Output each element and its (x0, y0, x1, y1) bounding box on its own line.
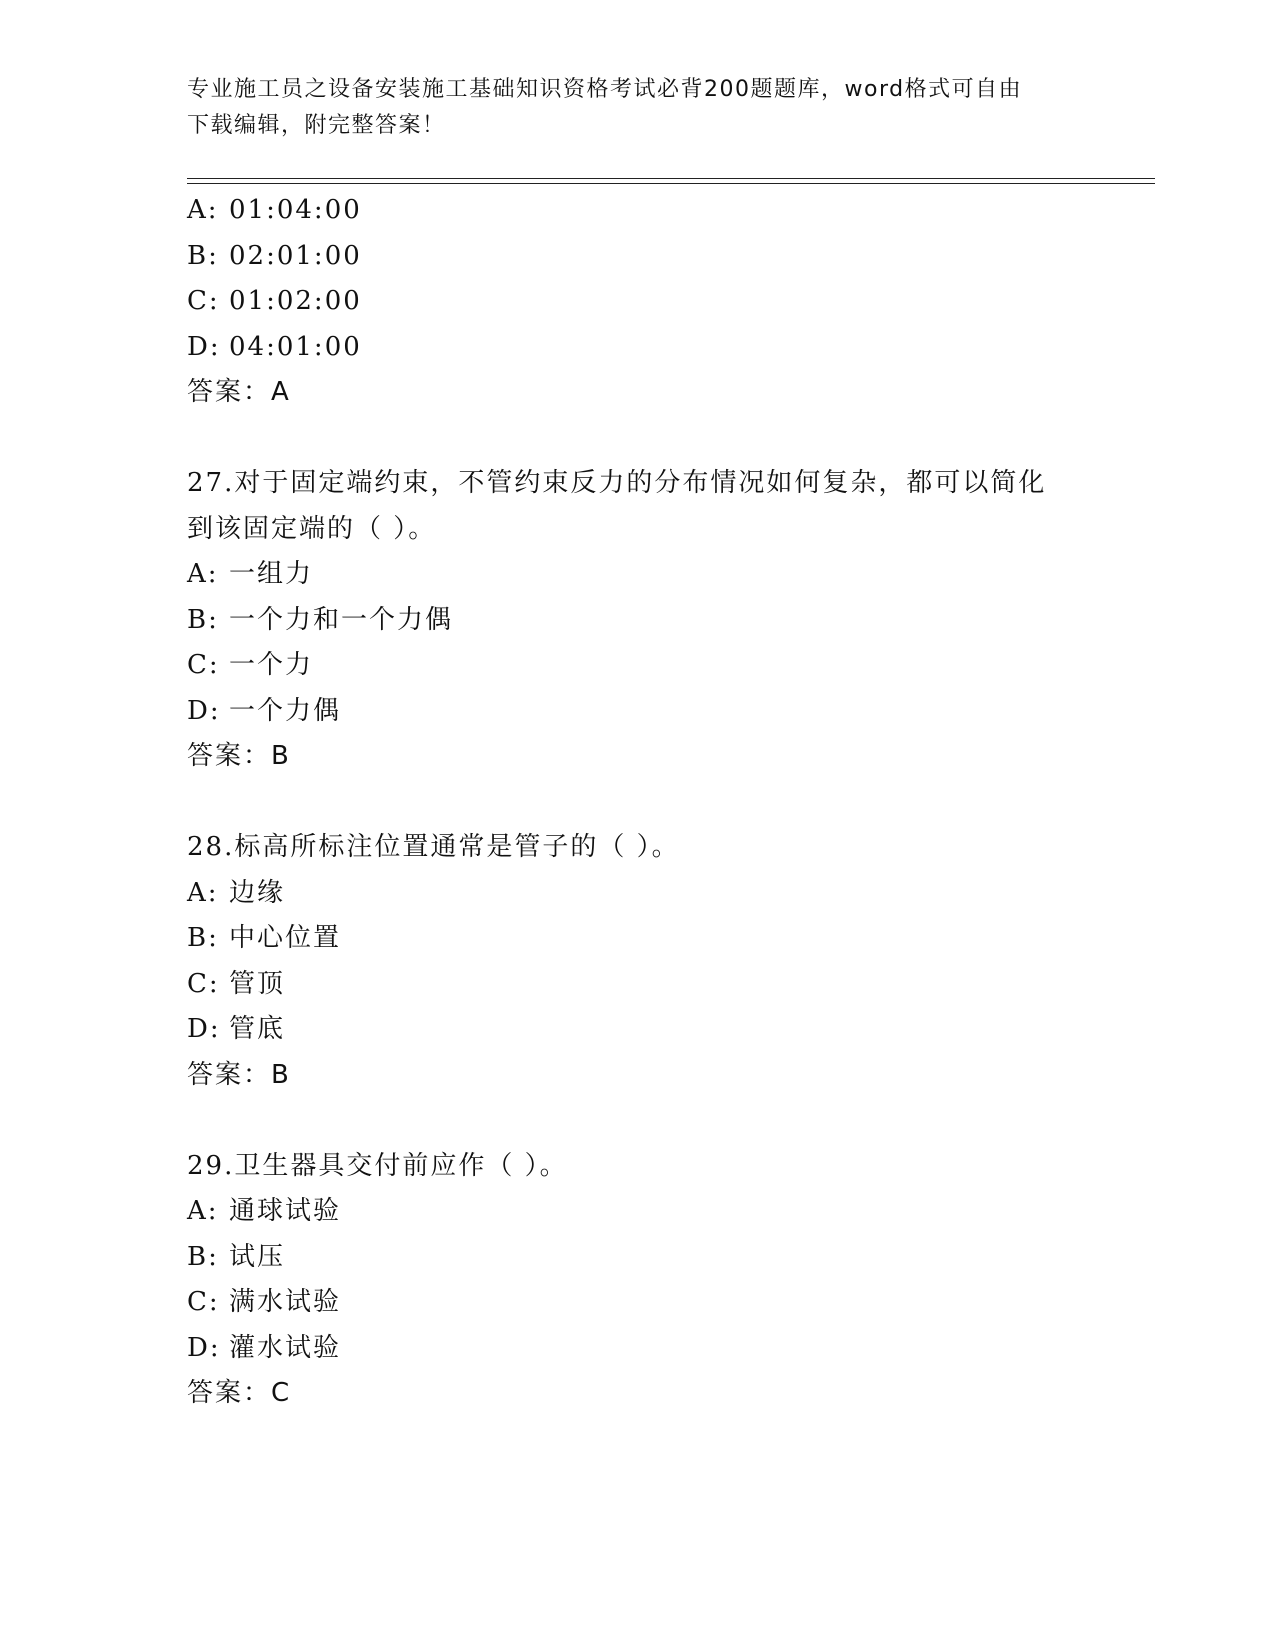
option-c (187, 962, 1147, 1008)
option-text: 一个力和一个力偶 (229, 604, 454, 635)
option-c (187, 279, 1147, 325)
header-line-2: 下载编辑，附完整答案！ (187, 113, 446, 138)
option-a (187, 871, 1147, 917)
option-text: 边缘 (229, 877, 286, 908)
header-line-1: 专业施工员之设备安装施工基础知识资格考试必背200题题库，word格式可自由 (187, 77, 1023, 102)
option-text: 一个力偶 (229, 695, 342, 726)
option-label: C: (187, 968, 220, 999)
option-label: C: (187, 286, 220, 316)
option-text: 中心位置 (229, 923, 342, 953)
option-label: A: (187, 1196, 219, 1226)
option-text: 01:02:00 (229, 286, 362, 316)
option-label: B: (187, 604, 219, 635)
header-divider-top (187, 178, 1155, 179)
option-text: 04:01:00 (229, 331, 362, 362)
option-d (187, 325, 1147, 371)
question-stem-continued: 到该固定端的（ ）。 (187, 513, 437, 544)
question-stem: 27.对于固定端约束，不管约束反力的分布情况如何复杂，都可以简化 (187, 468, 1047, 498)
option-label: B: (187, 240, 219, 271)
option-label: A: (187, 877, 219, 908)
option-b (187, 916, 1147, 962)
option-text: 灌水试验 (229, 1332, 342, 1363)
question-list (187, 188, 1147, 1417)
option-text: 满水试验 (229, 1287, 342, 1317)
option-text: 试压 (229, 1241, 286, 1272)
option-label: A: (187, 559, 219, 589)
answer-value: C (271, 1378, 292, 1408)
question-block-29 (187, 1144, 1147, 1417)
option-d (187, 1007, 1147, 1053)
option-a (187, 188, 1147, 234)
option-label: D: (187, 331, 221, 362)
answer-label: 答案： (187, 377, 272, 407)
option-c (187, 643, 1147, 689)
option-d (187, 1326, 1147, 1372)
option-label: D: (187, 1014, 221, 1044)
option-label: B: (187, 923, 219, 953)
option-b (187, 1235, 1147, 1281)
option-label: C: (187, 650, 220, 680)
answer-value: B (271, 741, 291, 771)
option-text: 02:01:00 (229, 240, 362, 271)
option-a (187, 552, 1147, 598)
option-label: D: (187, 695, 221, 726)
question-block-28 (187, 825, 1147, 1098)
option-c (187, 1280, 1147, 1326)
answer-value: A (271, 377, 291, 407)
answer-line (187, 370, 1147, 416)
answer-label: 答案： (187, 1059, 272, 1090)
option-label: B: (187, 1241, 219, 1272)
option-text: 管顶 (229, 968, 286, 999)
option-text: 通球试验 (229, 1196, 342, 1226)
question-block-27 (187, 461, 1147, 780)
answer-value: B (271, 1059, 291, 1090)
answer-line (187, 1053, 1147, 1099)
option-b (187, 598, 1147, 644)
spacer (187, 416, 1147, 462)
question-stem: 28.标高所标注位置通常是管子的（ ）。 (187, 832, 680, 862)
question-block-prev (187, 188, 1147, 416)
answer-line (187, 734, 1147, 780)
option-b (187, 234, 1147, 280)
answer-label: 答案： (187, 741, 272, 771)
option-d (187, 689, 1147, 735)
header-divider-bottom (187, 183, 1155, 184)
option-label: C: (187, 1287, 220, 1317)
spacer (187, 1098, 1147, 1144)
option-text: 管底 (229, 1014, 286, 1044)
answer-label: 答案： (187, 1378, 272, 1408)
option-text: 一组力 (229, 559, 314, 589)
question-stem: 29.卫生器具交付前应作（ ）。 (187, 1150, 568, 1181)
document-header (187, 72, 1087, 144)
option-label: D: (187, 1332, 221, 1363)
spacer (187, 780, 1147, 826)
option-text: 一个力 (229, 650, 314, 680)
option-label: A: (187, 195, 219, 225)
option-text: 01:04:00 (229, 195, 362, 225)
option-a (187, 1189, 1147, 1235)
answer-line (187, 1371, 1147, 1417)
